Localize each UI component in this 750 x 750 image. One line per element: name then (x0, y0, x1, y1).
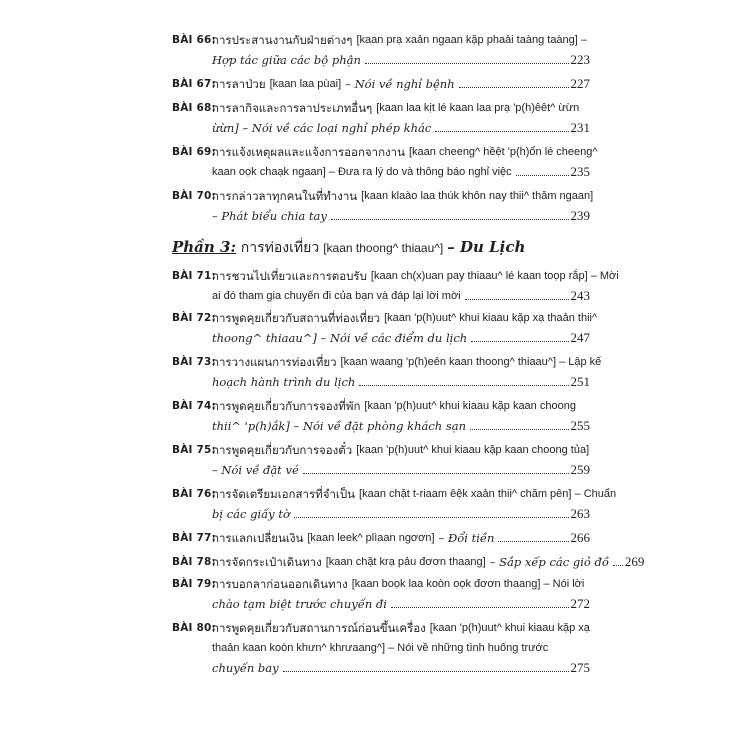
page-number: 251 (570, 374, 590, 389)
page-number: 223 (570, 52, 590, 67)
phonetic: [kaan leek^ plìaan ngơơn] (307, 532, 435, 544)
dot-leader (435, 118, 568, 132)
toc-entry-66[interactable] (172, 30, 590, 70)
section-heading (172, 236, 590, 259)
phonetic: [kaan chặt t-riaam êệk xaản thii^ chăm pên] – Chuẩn (359, 488, 617, 500)
vietnamese-title: ai đó tham gia chuyến đi của bạn và đáp lại lời mời (212, 290, 461, 302)
dot-leader (470, 416, 568, 430)
page-number: 259 (570, 462, 590, 477)
lesson-number: BÀI 71: (172, 270, 216, 282)
toc-entry-77[interactable] (172, 528, 590, 548)
dot-leader (331, 206, 569, 220)
thai-title: การแจ้งเหตุผลและแจ้งการออกจากงาน (212, 145, 405, 159)
dot-leader (391, 594, 569, 608)
page-number: 255 (570, 418, 590, 433)
dot-leader (471, 328, 568, 342)
toc-entry-76[interactable] (172, 484, 617, 524)
page-number: 269 (624, 554, 645, 569)
phonetic: [kaan klaào laa thúk khôn nay thii^ thăm ngaan] (361, 190, 594, 202)
lesson-number: BÀI 74: (172, 400, 216, 412)
section-thai-title: การท่องเที่ยว (240, 240, 320, 256)
phonetic: [kaan 'p(h)uut^ khui kiaau kặp xạ thaản thii^ (384, 312, 598, 324)
page-number: 266 (570, 530, 590, 545)
lesson-number: BÀI 66: (172, 34, 216, 46)
page-number: 263 (570, 506, 590, 521)
lesson-number: BÀI 70: (172, 190, 216, 202)
phonetic: [kaan waang 'p(h)eẻn kaan thoong^ thiaau^] – Lập kế (340, 356, 602, 368)
dot-leader (465, 286, 569, 300)
vietnamese-title: – Sắp xếp các giỏ đồ (489, 555, 609, 569)
thai-title: การประสานงานกับฝ่ายต่างๆ (212, 33, 353, 47)
vietnamese-title: thii^ 'p(h)ắk] – Nói về đặt phòng khách sạn (212, 419, 467, 433)
dot-leader (498, 528, 568, 542)
page-number: 235 (570, 164, 590, 179)
thai-title: การแลกเปลี่ยนเงิน (212, 531, 304, 545)
vietnamese-title: – Đổi tiền (438, 531, 495, 545)
toc-entry-71[interactable] (172, 266, 619, 306)
thai-title: การบอกลาก่อนออกเดินทาง (212, 577, 348, 591)
phonetic: [kaan ch(x)uan pay thiaau^ lé kaan toọp rắp] – Mời (370, 270, 619, 282)
thai-title: การพูดคุยเกี่ยวกับสถานการณ์ก่อนขึ้นเครื่อง (212, 621, 426, 635)
section-label: Phần 3: (172, 238, 237, 256)
toc-entry-75[interactable] (172, 440, 590, 480)
vietnamese-title: – Nói về nghỉ bệnh (345, 77, 455, 91)
vietnamese-title: kaan oọk chaạk ngaan] – Đưa ra lý do và thông báo nghỉ việc (212, 166, 512, 178)
page-number: 227 (570, 76, 590, 91)
phonetic: [kaan laa kịt lé kaan laa prạ 'p(h)êêt^ ừừn (376, 102, 580, 114)
dot-leader (294, 504, 569, 518)
toc-entry-80[interactable] (172, 618, 590, 678)
vietnamese-title: bị các giấy tờ (212, 507, 290, 521)
toc-entry-79[interactable] (172, 574, 590, 614)
toc-entry-74[interactable] (172, 396, 590, 436)
thai-title: การชวนไปเที่ยวและการตอบรับ (212, 269, 367, 283)
thai-title: การกล่าวลาทุกคนในที่ทำงาน (212, 189, 358, 203)
dot-leader (459, 74, 569, 88)
toc-entry-69[interactable] (172, 142, 598, 182)
page-number: 231 (570, 120, 590, 135)
page-number: 243 (570, 288, 590, 303)
toc-entry-73[interactable] (172, 352, 602, 392)
lesson-number: BÀI 78: (172, 556, 216, 568)
thai-title: การพูดคุยเกี่ยวกับสถานที่ท่องเที่ยว (212, 311, 381, 325)
lesson-number: BÀI 68: (172, 102, 216, 114)
page-number: 275 (570, 660, 590, 675)
lesson-number: BÀI 67: (172, 78, 216, 90)
vietnamese-title: – Phát biểu chia tay (212, 209, 327, 223)
phonetic: [kaan prạ xaản ngaan kặp phaải taàng taàng] – (356, 34, 588, 46)
vietnamese-title: chào tạm biệt trước chuyến đi (212, 597, 387, 611)
vietnamese-title: – Nói về đặt vé (212, 463, 299, 477)
thai-title: การลากิจและการลาประเภทอื่นๆ (212, 101, 373, 115)
toc-entry-78[interactable] (172, 552, 645, 572)
vietnamese-title: hoạch hành trình du lịch (212, 375, 356, 389)
lesson-number: BÀI 72: (172, 312, 216, 324)
vietnamese-title: Hợp tác giữa các bộ phận (212, 53, 361, 67)
phonetic: [kaan cheeng^ hềệt 'p(h)ổn lé cheeng^ (409, 146, 598, 158)
thai-title: การจัดกระเป๋าเดินทาง (212, 555, 322, 569)
toc-entry-70[interactable] (172, 186, 594, 226)
lesson-number: BÀI 75: (172, 444, 216, 456)
dot-leader (516, 162, 569, 176)
thai-title: การพูดคุยเกี่ยวกับการจองตั๋ว (212, 443, 353, 457)
page-number: 272 (570, 596, 590, 611)
page-number: 239 (570, 208, 590, 223)
lesson-number: BÀI 77: (172, 532, 216, 544)
thai-title: การพูดคุยเกี่ยวกับการจองที่พัก (212, 399, 361, 413)
lesson-number: BÀI 76: (172, 488, 216, 500)
vietnamese-title: chuyến bay (212, 661, 279, 675)
lesson-number: BÀI 80: (172, 622, 216, 634)
vietnamese-title-continued: thaản kaan koòn khưn^ khrưaang^] – Nói về những tình huống trước (212, 642, 549, 654)
toc-entry-72[interactable] (172, 308, 598, 348)
phonetic: [kaan 'p(h)uut^ khui kiaau kặp kaan choong tủa] (356, 444, 590, 456)
lesson-number: BÀI 73: (172, 356, 216, 368)
phonetic: [kaan 'p(h)uut^ khui kiaau kặp kaan choong (364, 400, 576, 412)
page-number: 247 (570, 330, 590, 345)
vietnamese-title: ừừn] – Nói về các loại nghỉ phép khác (212, 121, 432, 135)
dot-leader (613, 552, 623, 566)
phonetic: [kaan 'p(h)uut^ khui kiaau kặp xạ (429, 622, 590, 634)
toc-entry-67[interactable] (172, 74, 590, 94)
phonetic: [kaan laa pùai] (269, 78, 342, 90)
dot-leader (303, 460, 569, 474)
section-vietnamese-title: – Du Lịch (447, 238, 526, 256)
lesson-number: BÀI 79: (172, 578, 216, 590)
thai-title: การวางแผนการท่องเที่ยว (212, 355, 337, 369)
dot-leader (283, 658, 569, 672)
vietnamese-title: thoong^ thiaau^] – Nói về các điểm du lịch (212, 331, 468, 345)
thai-title: การลาป่วย (212, 77, 266, 91)
dot-leader (365, 50, 569, 64)
thai-title: การจัดเตรียมเอกสารที่จำเป็น (212, 487, 356, 501)
toc-entry-68[interactable] (172, 98, 590, 138)
dot-leader (359, 372, 568, 386)
lesson-number: BÀI 69: (172, 146, 216, 158)
phonetic: [kaan boọk laa koòn oọk đơơn thaang] – Nói lời (351, 578, 585, 590)
phonetic: [kaan chặt krạ pảu đơơn thaang] (325, 556, 486, 568)
section-phonetic: [kaan thoong^ thiaau^] (323, 241, 444, 255)
